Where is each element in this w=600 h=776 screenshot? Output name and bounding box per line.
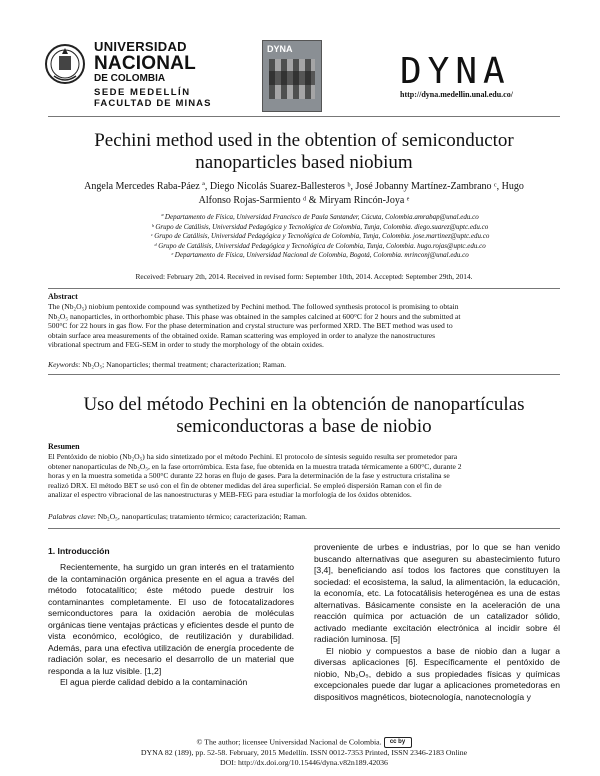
page-footer [48, 737, 560, 768]
resumen-line: obtener nanopartículas de Nb₂O₅, en la fase ortorrómbica. Esta fase, fue obtenida en la muestra tratada térmicamente a 600°C, durante 2 [48, 461, 462, 471]
affiliation-c: ᶜ Grupo de Catálisis, Universidad Pedagógica y Tecnológica de Colombia, Tunja, Colombia. jose.martinez@uptc.edu.co [150, 232, 490, 241]
abstract-body [48, 302, 560, 350]
affiliation-e: ᵉ Departamento de Física, Universidad Nacional de Colombia, Bogotá, Colombia. mrinconj@unal.edu.co [171, 251, 469, 260]
paragraph: El agua pierde calidad debido a la contaminación [60, 677, 248, 687]
abstract-divider-bottom [48, 374, 560, 375]
affiliations [110, 213, 530, 261]
section-heading-introduccion: 1. Introducción [48, 546, 110, 556]
affiliation-b: ᵇ Grupo de Catálisis, Universidad Pedagógica y Tecnológica de Colombia, Tunja, Colombia. diego.suarez@uptc.edu.co [151, 222, 489, 231]
univ-line5: FACULTAD DE MINAS [94, 97, 212, 109]
authors-line1: Angela Mercedes Raba-Páez ª, Diego Nicolás Suarez-Ballesteros ᵇ, José Jobanny Martínez-Zambrano ᶜ, Hugo [84, 181, 524, 192]
abstract-line: 500°C for 22 hours in gas flow. For the phase determination and crystal structure was performed XRD. The BET method was used to [48, 321, 453, 331]
journal-url[interactable]: http://dyna.medellin.unal.edu.co/ [400, 90, 513, 99]
spanish-title-line2: semiconductoras a base de niobio [176, 416, 432, 437]
abstract-line: obtain surface area measurements of the obtained oxide. Raman scattering was employed in order to analyze the nanostructures [48, 330, 436, 340]
spanish-title-line1: Uso del método Pechini en la obtención de nanopartículas [83, 394, 525, 415]
abstract-line: The (Nb₂O₅) niobium pentoxide compound was synthetized by Pechini method. The followed synthesis protocol is promising to obtain [48, 302, 459, 311]
resumen-line: analizar el espectro vibracional de las nanoestructuras y MEB-FEG para estudiar la morfología de los óxidos obtenidos. [48, 490, 412, 500]
paragraph: El niobio y compuestos a base de niobio dan a lugar a diversas aplicaciones [6]. Específicamente el pentóxido de niobio, Nb₂O₅, debido a sus propiedades físicas y químicas excepcionales puede dar lugar a aplicaciones prometedoras en dispositivos magnéticos, biotecnología, nanotecnología y [314, 645, 560, 702]
univ-line4: SEDE MEDELLÍN [94, 87, 191, 98]
journal-logo: DYNA [400, 51, 511, 92]
resumen-body [48, 452, 560, 500]
palabras-label: Palabras clave [48, 512, 94, 521]
article-title [48, 130, 560, 174]
resumen-line: realizó DRX. El método BET se usó con el fin de obtener medidas del área superficial. Se empleó dispersión Raman con el fin de [48, 480, 442, 490]
cc-license-badge[interactable]: cc by [384, 737, 412, 748]
university-shield-logo [44, 40, 86, 88]
affiliation-a: ª Departamento de Física, Universidad Francisco de Paula Santander, Cúcuta, Colombia.amrabap@unal.edu.co [161, 213, 479, 221]
abstract-line: Nb₂O₅ nanoparticles, in orthorhombic phase. This phase was obtained in the samples calcined at 600°C for 2 hours and the submitted at [48, 311, 461, 321]
keywords-label: Keywords [48, 360, 79, 369]
univ-line2: NACIONAL [94, 53, 196, 74]
left-column [48, 562, 294, 689]
palabras-clave [48, 512, 560, 521]
abstract-line: vibrational spectrum and FEG-SEM in order to study the morphology of the obtain oxides. [48, 340, 324, 350]
cover-image-band [269, 71, 315, 85]
university-name [94, 40, 212, 108]
footer-license [48, 737, 560, 748]
footer-doi[interactable]: DOI: http://dx.doi.org/10.15446/dyna.v82n189.42036 [220, 758, 388, 767]
footer-citation: DYNA 82 (189), pp. 52-58. February, 2015 Medellín. ISSN 0012-7353 Printed, ISSN 2346-2183 Online [140, 748, 468, 757]
resumen-heading: Resumen [48, 442, 80, 451]
authors [48, 180, 560, 208]
right-column [314, 542, 560, 703]
resumen-line: horas y en la muestra sometida a 500°C durante 22 horas en flujo de gases. Para la determinación de la fase y estructura cristalina se [48, 471, 450, 481]
univ-line1: UNIVERSIDAD [94, 39, 187, 54]
keywords-text: : Nb₂O₅; Nanoparticles; thermal treatment; characterization; Raman. [78, 360, 287, 369]
abstract-divider-top [48, 288, 560, 289]
resumen-divider [48, 528, 560, 529]
journal-cover-thumbnail [262, 40, 322, 112]
paragraph: proveniente de urbes e industrias, por lo que se han venido buscando alternativas que aseguren su abastecimiento futuro [3,4], beneficiando así todos los factores que constituyen la sociedad: el ecosistema, la salud, la alimentación, la educación, la economía, etc. La fotocatálisis heterogénea es una de estas alternativas. Básicamente consiste en la aceleración de una reacción química por actuación de un catalizador sólido, activado mediante excitación electrónica al incidir sobre él radiación luminosa. [5] [314, 542, 560, 644]
resumen-line: El Pentóxido de niobio (Nb₂O₅) ha sido sintetizado por el método Pechini. El protocolo de síntesis seguido resulta ser prometedor para [48, 452, 458, 461]
affiliation-d: ᵈ Grupo de Catálisis, Universidad Pedagógica y Tecnológica de Colombia, Tunja, Colombia. hugo.rojas@uptc.edu.co [154, 241, 486, 250]
article-title-line2: nanoparticles based niobium [195, 152, 413, 173]
paragraph: Recientemente, ha surgido un gran interés en el tratamiento de la contaminación orgánica presente en el agua a través del método fotocatalítico; éste método puede destruir los contaminantes completamente. El uso de fotocatalizadores semiconductores para la oxidación aerobia de moléculas orgánicas tiene ventajas prácticas y eficientes desde el punto de vista económico, ecológico, de reutilización y durabilidad. Además, para una efectiva utilización de energía procedente de radiación solar, es necesario el desarrollo de un material que responda a la luz visible. [1,2] [48, 562, 294, 676]
received-dates: Received: February 2th, 2014. Received in revised form: September 10th, 2014. Accepted: September 29th, 2014. [135, 272, 473, 281]
footer-license-text: © The author; licensee Universidad Nacional de Colombia. [196, 737, 382, 747]
keywords [48, 360, 560, 369]
abstract-heading: Abstract [48, 292, 78, 301]
univ-line3: DE COLOMBIA [94, 73, 166, 84]
palabras-text: : Nb₂O₅, nanopartículas; tratamiento térmico; caracterización; Raman. [93, 512, 307, 521]
cover-title: DYNA [267, 44, 293, 54]
header-divider [48, 116, 560, 117]
authors-line2: Alfonso Rojas-Sarmiento ᵈ & Miryam Rincón-Joya ᵉ [198, 195, 410, 206]
spanish-title [48, 394, 560, 438]
article-title-line1: Pechini method used in the obtention of semiconductor [94, 130, 514, 151]
